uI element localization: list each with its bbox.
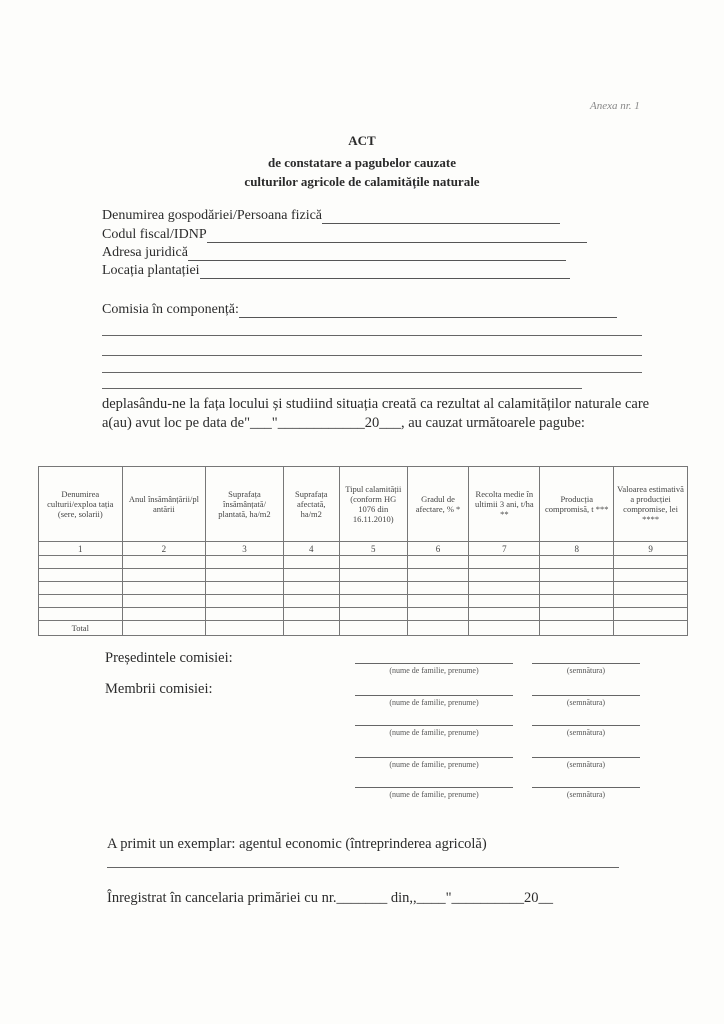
table-header-cell: Valoarea estimativă a producției compromise, lei **** bbox=[614, 467, 688, 542]
table-cell[interactable] bbox=[206, 608, 284, 621]
table-cell[interactable] bbox=[206, 595, 284, 608]
table-cell[interactable] bbox=[39, 582, 123, 595]
signature-sign-caption[interactable]: (semnătura) bbox=[532, 663, 640, 675]
table-cell[interactable] bbox=[39, 608, 123, 621]
table-cell[interactable] bbox=[614, 556, 688, 569]
table-header-cell: Recolta medie în ultimii 3 ani, t/ha ** bbox=[469, 467, 540, 542]
signature-sign-caption[interactable]: (semnătura) bbox=[532, 725, 640, 737]
table-number-row bbox=[39, 542, 688, 556]
field-household bbox=[102, 208, 560, 224]
table-cell[interactable] bbox=[469, 608, 540, 621]
table-number-cell: 7 bbox=[469, 542, 540, 556]
table-cell[interactable] bbox=[283, 556, 339, 569]
table-header-cell: Denumirea culturii/exploa tația (sere, solarii) bbox=[39, 467, 123, 542]
table-cell[interactable] bbox=[469, 621, 540, 636]
field-legal-address-label: Adresa juridică bbox=[102, 245, 188, 260]
table-row bbox=[39, 595, 688, 608]
signature-name-caption[interactable]: (nume de familie, prenume) bbox=[355, 787, 513, 799]
commission-line-5[interactable] bbox=[102, 388, 582, 389]
table-header-cell: Producția compromisă, t *** bbox=[540, 467, 614, 542]
table-cell[interactable] bbox=[469, 595, 540, 608]
table-cell[interactable] bbox=[39, 569, 123, 582]
signature-sign-caption[interactable]: (semnătura) bbox=[532, 787, 640, 799]
document-subtitle-2: culturilor agricole de calamitățile naturale bbox=[244, 174, 480, 189]
registered-text: Înregistrat în cancelaria primăriei cu nr._______ din,,____"__________20__ bbox=[107, 890, 554, 906]
table-cell[interactable] bbox=[407, 595, 469, 608]
table-cell[interactable] bbox=[407, 556, 469, 569]
table-row bbox=[39, 569, 688, 582]
table-number-cell: 8 bbox=[540, 542, 614, 556]
table-cell[interactable] bbox=[339, 621, 407, 636]
field-fiscal-code-label: Codul fiscal/IDNP bbox=[102, 227, 207, 242]
table-cell[interactable] bbox=[407, 569, 469, 582]
table-cell[interactable] bbox=[407, 582, 469, 595]
table-cell[interactable] bbox=[206, 569, 284, 582]
table-header-row bbox=[39, 467, 688, 542]
table-cell[interactable] bbox=[283, 569, 339, 582]
table-cell[interactable] bbox=[469, 582, 540, 595]
damage-table bbox=[38, 466, 688, 636]
table-cell[interactable] bbox=[122, 556, 206, 569]
table-cell[interactable] bbox=[407, 621, 469, 636]
table-cell[interactable] bbox=[122, 595, 206, 608]
field-plantation-location bbox=[102, 263, 570, 279]
table-header-cell: Anul însămânțării/pl antării bbox=[122, 467, 206, 542]
table-cell[interactable] bbox=[206, 582, 284, 595]
field-plantation-location-label: Locația plantației bbox=[102, 263, 200, 278]
received-copy-text: A primit un exemplar: agentul economic (întreprinderea agricolă) bbox=[107, 836, 487, 852]
table-cell[interactable] bbox=[339, 608, 407, 621]
president-label: Președintele comisiei: bbox=[105, 650, 233, 666]
document-title: ACT bbox=[348, 133, 376, 148]
table-cell[interactable] bbox=[39, 556, 123, 569]
table-cell[interactable] bbox=[122, 582, 206, 595]
field-fiscal-code bbox=[102, 227, 587, 243]
table-row bbox=[39, 556, 688, 569]
table-cell[interactable] bbox=[283, 582, 339, 595]
table-cell[interactable] bbox=[122, 621, 206, 636]
table-cell[interactable] bbox=[339, 582, 407, 595]
table-cell[interactable] bbox=[540, 582, 614, 595]
signature-name-caption[interactable]: (nume de familie, prenume) bbox=[355, 725, 513, 737]
signature-sign-caption[interactable]: (semnătura) bbox=[532, 757, 640, 769]
signature-name-caption[interactable]: (nume de familie, prenume) bbox=[355, 695, 513, 707]
table-cell[interactable] bbox=[540, 621, 614, 636]
table-header-cell: Suprafața însămânțată/ plantată, ha/m2 bbox=[206, 467, 284, 542]
table-cell[interactable] bbox=[614, 582, 688, 595]
table-header-cell: Suprafața afectată, ha/m2 bbox=[283, 467, 339, 542]
document-subtitle-1: de constatare a pagubelor cauzate bbox=[268, 155, 456, 170]
table-cell[interactable] bbox=[283, 608, 339, 621]
table-number-cell: 4 bbox=[283, 542, 339, 556]
table-cell[interactable] bbox=[614, 621, 688, 636]
table-cell[interactable] bbox=[407, 608, 469, 621]
field-household-line[interactable] bbox=[322, 211, 560, 224]
signature-sign-caption[interactable]: (semnătura) bbox=[532, 695, 640, 707]
table-number-cell: 3 bbox=[206, 542, 284, 556]
commission-label: Comisia în componență: bbox=[102, 302, 239, 317]
table-number-cell: 2 bbox=[122, 542, 206, 556]
commission-line-3[interactable] bbox=[102, 355, 642, 356]
damage-paragraph: deplasându-ne la fața locului și studiind situația creată ca rezultat al calamităților naturale care a(au) avut loc pe data de"___"____________20___, au cauzat următoarele pagube: bbox=[102, 396, 650, 431]
signature-name-caption[interactable]: (nume de familie, prenume) bbox=[355, 757, 513, 769]
table-cell[interactable] bbox=[206, 621, 284, 636]
table-cell[interactable] bbox=[206, 556, 284, 569]
table-cell[interactable] bbox=[39, 595, 123, 608]
table-row bbox=[39, 608, 688, 621]
table-row bbox=[39, 582, 688, 595]
table-number-cell: 5 bbox=[339, 542, 407, 556]
members-label: Membrii comisiei: bbox=[105, 681, 213, 697]
table-header-cell: Gradul de afectare, % * bbox=[407, 467, 469, 542]
commission-line-1[interactable] bbox=[239, 305, 617, 318]
table-cell[interactable] bbox=[614, 569, 688, 582]
table-cell[interactable] bbox=[339, 569, 407, 582]
table-total-row bbox=[39, 621, 688, 636]
field-plantation-location-line[interactable] bbox=[200, 266, 570, 279]
table-number-cell: 1 bbox=[39, 542, 123, 556]
table-cell[interactable] bbox=[614, 608, 688, 621]
table-number-cell: 6 bbox=[407, 542, 469, 556]
table-cell[interactable] bbox=[122, 608, 206, 621]
commission-line-2[interactable] bbox=[102, 335, 642, 336]
field-legal-address-line[interactable] bbox=[188, 248, 566, 261]
annex-number: Anexa nr. 1 bbox=[590, 100, 640, 112]
table-cell[interactable] bbox=[540, 556, 614, 569]
field-commission bbox=[102, 302, 617, 318]
signature-name-caption[interactable]: (nume de familie, prenume) bbox=[355, 663, 513, 675]
table-cell[interactable] bbox=[283, 621, 339, 636]
commission-line-4[interactable] bbox=[102, 372, 642, 373]
table-cell[interactable] bbox=[283, 595, 339, 608]
received-line[interactable] bbox=[107, 867, 619, 868]
table-cell[interactable] bbox=[339, 595, 407, 608]
field-household-label: Denumirea gospodăriei/Persoana fizică bbox=[102, 208, 323, 223]
table-number-cell: 9 bbox=[614, 542, 688, 556]
table-cell[interactable] bbox=[540, 569, 614, 582]
table-header-cell: Tipul calamității (conform HG 1076 din 16.11.2010) bbox=[339, 467, 407, 542]
table-cell[interactable] bbox=[469, 569, 540, 582]
field-legal-address bbox=[102, 245, 566, 261]
table-cell[interactable] bbox=[614, 595, 688, 608]
table-cell[interactable] bbox=[122, 569, 206, 582]
table-cell[interactable] bbox=[339, 556, 407, 569]
field-fiscal-code-line[interactable] bbox=[207, 230, 587, 243]
table-cell[interactable] bbox=[540, 595, 614, 608]
table-cell[interactable] bbox=[469, 556, 540, 569]
table-cell[interactable] bbox=[540, 608, 614, 621]
table-total-label: Total bbox=[39, 621, 123, 636]
